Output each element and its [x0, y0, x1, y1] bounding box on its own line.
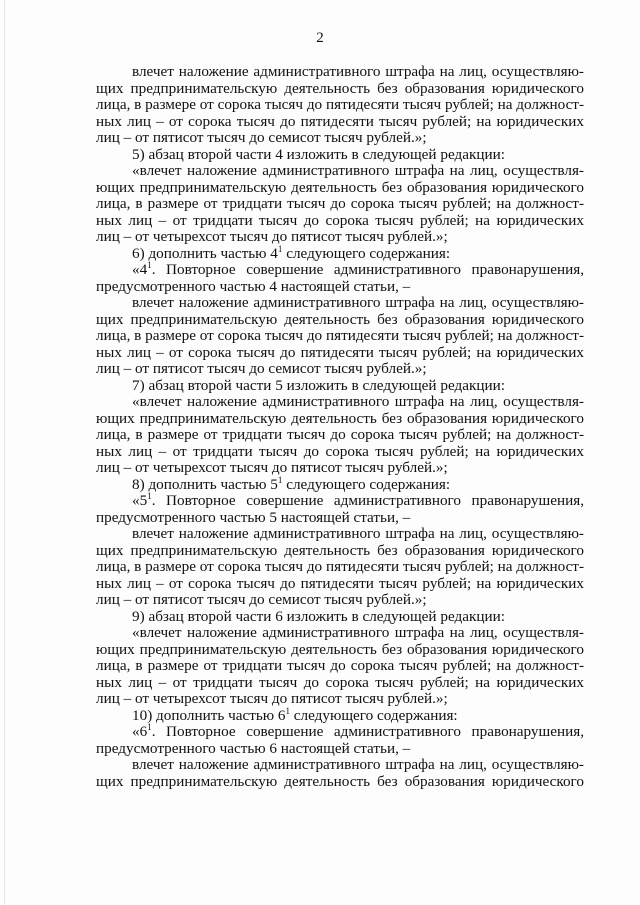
text-line [96, 510, 584, 527]
text-fragment: следующего содержания: [282, 244, 451, 262]
text-fragment: ных лиц – от сорока тысяч до пятидесяти тысяч рублей; на юридических [96, 574, 584, 592]
text-line [96, 81, 584, 98]
text-line [96, 130, 584, 147]
text-line [96, 474, 584, 494]
text-fragment: . Повторное совершение административного правонарушения, [151, 492, 584, 509]
text-fragment: предусмотренного частью 5 настоящей статьи, – [96, 508, 411, 526]
text-fragment: ных лиц – от сорока тысяч до пятидесяти тысяч рублей; на юридических [96, 112, 584, 130]
text-fragment: «влечет наложение административного штрафа на лиц, осуществля- [132, 393, 584, 410]
text-line [96, 64, 584, 81]
text-line [96, 705, 584, 725]
text-fragment: ющих предпринимательскую деятельность без образования юридического [96, 640, 584, 658]
text-line [96, 243, 584, 263]
text-line [96, 163, 584, 180]
text-line [96, 642, 584, 659]
text-fragment: ных лиц – от тридцати тысяч до сорока тысяч рублей; на юридических [96, 442, 584, 460]
text-fragment: . Повторное совершение административного правонарушения, [151, 723, 584, 740]
text-line [96, 658, 584, 675]
text-line [96, 691, 584, 708]
text-line [96, 345, 584, 362]
text-line [96, 279, 584, 296]
superscript-index: 1 [147, 722, 152, 732]
text-line [96, 394, 584, 411]
text-line [96, 576, 584, 593]
text-fragment: «влечет наложение административного штрафа на лиц, осуществля- [132, 162, 584, 179]
text-fragment: 7) абзац второй части 5 изложить в следующей редакции: [132, 376, 505, 394]
text-line [96, 774, 584, 791]
text-fragment: щих предпринимательскую деятельность без образования юридического [96, 772, 584, 790]
text-line [96, 378, 584, 395]
text-fragment: лиц – от четырехсот тысяч до пятисот тысяч рублей.»; [96, 690, 448, 707]
text-line [96, 543, 584, 560]
text-fragment: лиц – от четырехсот тысяч до пятисот тысяч рублей.»; [96, 228, 448, 245]
text-fragment: 5) абзац второй части 4 изложить в следующей редакции: [132, 145, 505, 163]
text-fragment: 8) дополнить частью 5 [132, 475, 278, 493]
text-fragment: влечет наложение административного штрафа на лиц, осуществляю- [132, 525, 584, 542]
text-fragment: «4 [132, 261, 148, 278]
text-line [96, 229, 584, 246]
text-line [96, 411, 584, 428]
text-line [96, 741, 584, 758]
superscript-index: 1 [277, 243, 283, 254]
text-fragment: ных лиц – от сорока тысяч до пятидесяти тысяч рублей; на юридических [96, 343, 584, 361]
text-fragment: лица, в размере от сорока тысяч до пятидесяти тысяч рублей; на должност- [96, 96, 584, 113]
text-fragment: лиц – от четырехсот тысяч до пятисот тысяч рублей.»; [96, 459, 448, 476]
text-fragment: лиц – от пятисот тысяч до семисот тысяч рублей.»; [96, 360, 427, 377]
text-fragment: лица, в размере от тридцати тысяч до сорока тысяч рублей; на должност- [96, 426, 584, 443]
text-fragment: влечет наложение административного штрафа на лиц, осуществляю- [132, 756, 584, 773]
page-number: 2 [316, 30, 324, 46]
text-line [96, 312, 584, 329]
text-line [96, 526, 584, 543]
text-line [96, 444, 584, 461]
text-fragment: . Повторное совершение административного правонарушения, [151, 261, 584, 278]
text-fragment: 9) абзац второй части 6 изложить в следующей редакции: [132, 607, 505, 625]
text-line [96, 147, 584, 164]
text-fragment: 6) дополнить частью 4 [132, 244, 278, 262]
text-fragment: лица, в размере от тридцати тысяч до сорока тысяч рублей; на должност- [96, 195, 584, 212]
text-fragment: лица, в размере от тридцати тысяч до сорока тысяч рублей; на должност- [96, 657, 584, 674]
text-fragment: следующего содержания: [290, 706, 458, 724]
text-fragment: ных лиц – от тридцати тысяч до сорока тысяч рублей; на юридических [96, 673, 584, 691]
text-fragment: предусмотренного частью 6 настоящей статьи, – [96, 739, 411, 757]
text-fragment: 10) дополнить частью 6 [132, 706, 286, 724]
text-line [96, 675, 584, 692]
text-line [96, 493, 584, 510]
text-line [96, 724, 584, 741]
text-line [96, 460, 584, 477]
text-fragment: лица, в размере от сорока тысяч до пятидесяти тысяч рублей; на должност- [96, 327, 584, 344]
text-line [96, 625, 584, 642]
text-fragment: влечет наложение административного штрафа на лиц, осуществляю- [132, 294, 584, 311]
text-fragment: щих предпринимательскую деятельность без образования юридического [96, 310, 584, 328]
text-line [96, 559, 584, 576]
text-line [96, 592, 584, 609]
text-fragment: «6 [132, 723, 148, 740]
text-fragment: щих предпринимательскую деятельность без образования юридического [96, 541, 584, 559]
text-line [96, 196, 584, 213]
text-fragment: ющих предпринимательскую деятельность без образования юридического [96, 178, 584, 196]
text-line [96, 114, 584, 131]
text-line [96, 609, 584, 626]
text-line [96, 757, 584, 774]
text-line [96, 427, 584, 444]
text-fragment: ных лиц – от тридцати тысяч до сорока тысяч рублей; на юридических [96, 211, 584, 229]
text-fragment: «влечет наложение административного штрафа на лиц, осуществля- [132, 624, 584, 641]
text-fragment: предусмотренного частью 4 настоящей статьи, – [96, 277, 411, 295]
page-edge-shadow [4, 0, 5, 905]
text-line [96, 97, 584, 114]
text-fragment: ющих предпринимательскую деятельность без образования юридического [96, 409, 584, 427]
text-fragment: «5 [132, 492, 148, 509]
text-line [96, 295, 584, 312]
superscript-index: 1 [147, 491, 152, 501]
text-line [96, 262, 584, 279]
text-line [96, 328, 584, 345]
superscript-index: 1 [285, 705, 290, 716]
text-line [96, 180, 584, 197]
text-fragment: следующего содержания: [282, 475, 451, 493]
document-body [96, 64, 584, 790]
superscript-index: 1 [277, 474, 283, 485]
text-line [96, 361, 584, 378]
text-fragment: лица, в размере от сорока тысяч до пятидесяти тысяч рублей; на должност- [96, 558, 584, 575]
text-fragment: щих предпринимательскую деятельность без образования юридического [96, 79, 584, 97]
text-fragment: влечет наложение административного штрафа на лиц, осуществляю- [132, 63, 584, 80]
text-fragment: лиц – от пятисот тысяч до семисот тысяч рублей.»; [96, 591, 427, 608]
superscript-index: 1 [147, 260, 152, 270]
text-fragment: лиц – от пятисот тысяч до семисот тысяч рублей.»; [96, 129, 427, 146]
text-line [96, 213, 584, 230]
